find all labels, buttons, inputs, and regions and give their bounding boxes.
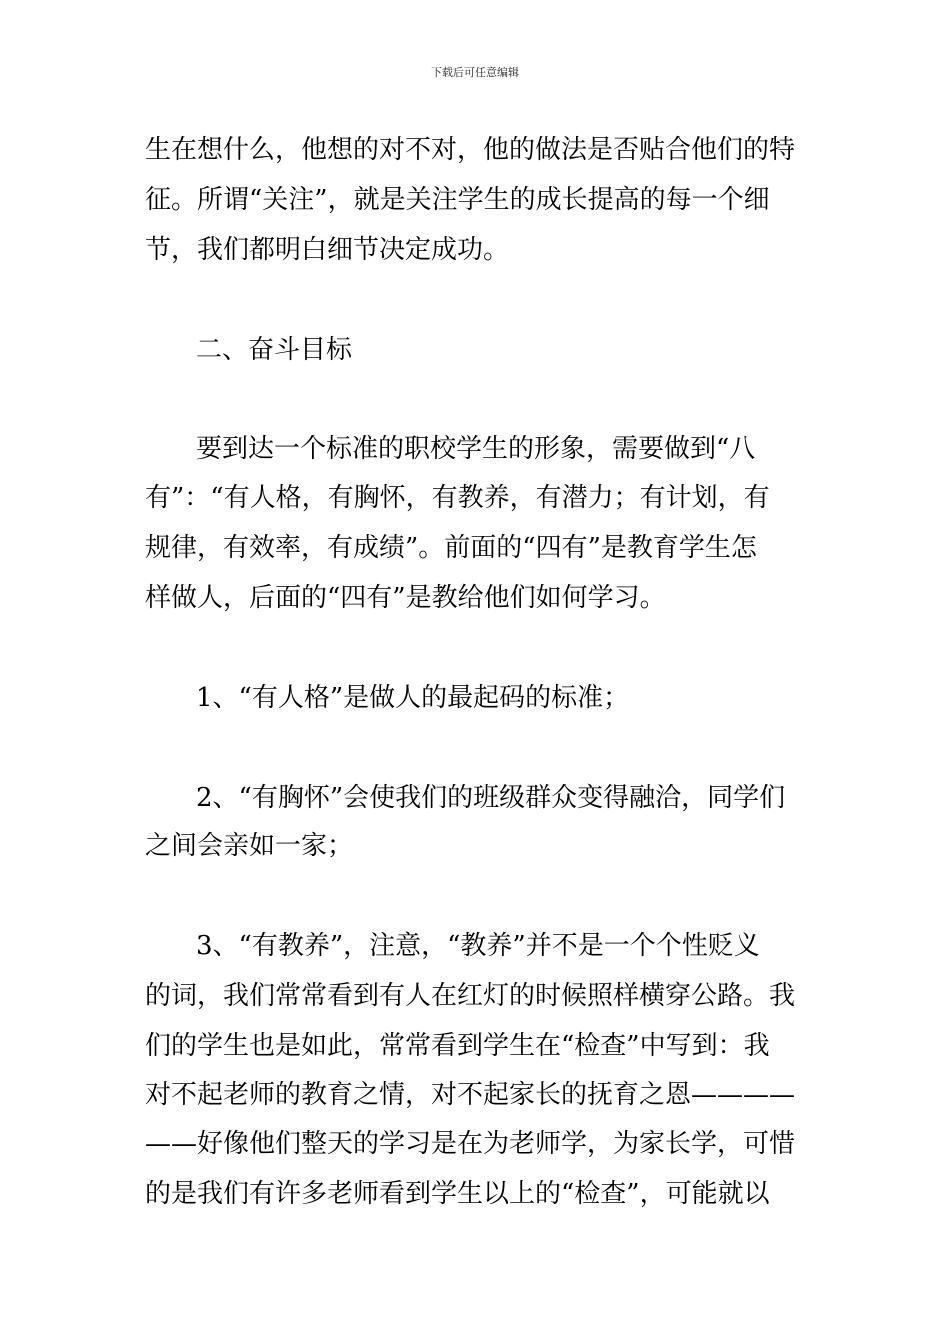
text-line: ——好像他们整天的学习是在为老师学，为家长学，可惜 [145,1129,796,1159]
text-line: 对不起老师的教育之情，对不起家长的抚育之恩———— [145,1080,796,1110]
list-item: 3、“有教养”，注意，“教养”并不是一个个性贬义 [196,931,760,961]
text-line: 要到达一个标准的职校学生的形象，需要做到“八 [196,434,756,464]
text-line: 们的学生也是如此，常常看到学生在“检查”中写到：我 [145,1031,770,1061]
text-line: 有”：“有人格，有胸怀，有教养，有潜力；有计划，有 [145,483,770,513]
text-line: 节，我们都明白细节决定成功。 [145,235,510,265]
text-line: 生在想什么，他想的对不对，他的做法是否贴合他们的特 [145,135,796,165]
text-line: 样做人，后面的“四有”是教给他们如何学习。 [145,583,666,613]
text-line: 之间会亲如一家； [145,831,354,861]
text-line: 的词，我们常常看到有人在红灯的时候照样横穿公路。我 [145,981,796,1011]
page-header-note: 下载后可任意编辑 [431,66,519,79]
text-line: 规律，有效率，有成绩”。前面的“四有”是教育学生怎 [145,533,757,563]
list-item: 2、“有胸怀”会使我们的班级群众变得融洽，同学们 [196,783,786,813]
section-heading: 二、奋斗目标 [196,335,353,365]
list-item: 1、“有人格”是做人的最起码的标准； [196,683,630,713]
text-line: 征。所谓“关注”，就是关注学生的成长提高的每一个细 [145,185,770,215]
text-line: 的是我们有许多老师看到学生以上的“检查”，可能就以 [145,1179,770,1209]
